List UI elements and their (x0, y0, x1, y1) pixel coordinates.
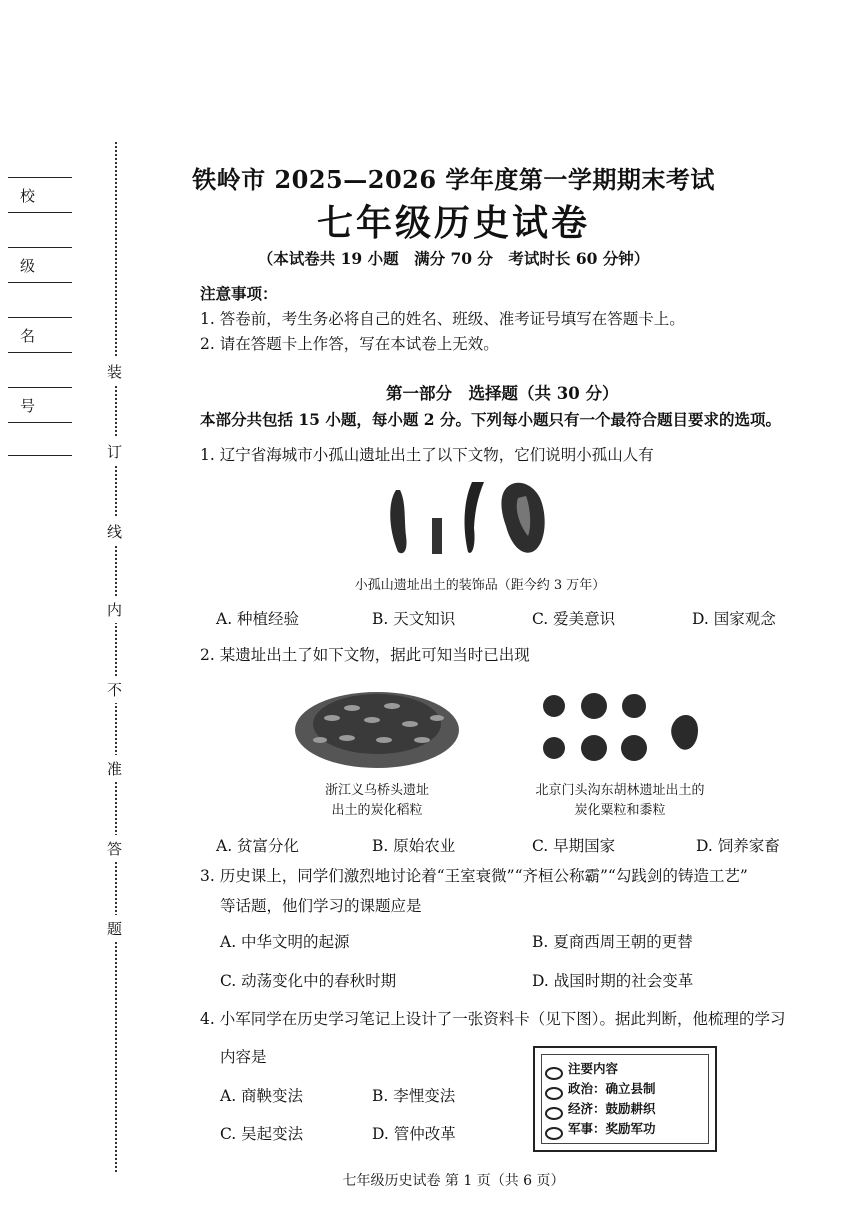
study-card-line: 政治：确立县制 (568, 1081, 656, 1096)
q2-caption-left-line2: 出土的炭化稻粒 (331, 803, 423, 818)
ring-icon (545, 1107, 563, 1120)
binding-line-char: 线 (106, 518, 123, 545)
question-2-stem: 2. 某遗址出土了如下文物，据此可知当时已出现 (200, 646, 530, 664)
q2-option-b[interactable]: B. 原始农业 (372, 837, 456, 855)
notice-item: 2. 请在答题卡上作答，写在本试卷上无效。 (200, 335, 499, 353)
paper-title: 七年级历史试卷 (316, 202, 590, 244)
q2-caption-left-line1: 浙江义乌桥头遗址 (324, 783, 429, 798)
binding-line-char: 准 (106, 755, 123, 782)
section-title: 第一部分 选择题（共 30 分） (386, 384, 619, 403)
question-4-stem-cont: 内容是 (220, 1048, 267, 1066)
binding-line-char: 装 (106, 358, 123, 385)
q3-option-d[interactable]: D. 战国时期的社会变革 (532, 972, 694, 990)
q1-option-c[interactable]: C. 爱美意识 (532, 610, 616, 628)
question-3-stem: 3. 历史课上，同学们激烈地讨论着“王室衰微”“齐桓公称霸”“勾践剑的铸造工艺” (200, 867, 748, 885)
binding-line-char: 题 (106, 915, 123, 942)
binding-label-school: 校 (20, 187, 36, 205)
study-card (533, 1046, 717, 1152)
study-card-line: 军事：奖励军功 (568, 1121, 656, 1136)
study-card-frame (541, 1054, 709, 1144)
q1-option-b[interactable]: B. 天文知识 (372, 610, 456, 628)
q2-option-a[interactable]: A. 贫富分化 (216, 837, 300, 855)
notice-item: 1. 答卷前，考生务必将自己的姓名、班级、准考证号填写在答题卡上。 (200, 310, 685, 328)
binding-dotted-line (115, 142, 117, 1172)
q2-caption-right-line2: 炭化粟粒和黍粒 (574, 803, 666, 818)
study-card-heading: 注要内容 (568, 1061, 619, 1076)
q4-option-c[interactable]: C. 吴起变法 (220, 1125, 304, 1143)
binding-field-number (8, 387, 72, 423)
q3-option-b[interactable]: B. 夏商西周王朝的更替 (532, 933, 693, 951)
binding-line-char: 内 (106, 596, 123, 623)
binding-line-char: 不 (106, 676, 123, 703)
q2-option-d[interactable]: D. 饲养家畜 (696, 837, 780, 855)
binding-label-name: 名 (20, 327, 36, 345)
q1-caption: 小孤山遗址出土的装饰品（距今约 3 万年） (354, 578, 606, 593)
question-3-stem-cont: 等话题，他们学习的课题应是 (220, 897, 422, 915)
q2-caption-right-line1: 北京门头沟东胡林遗址出土的 (535, 783, 705, 798)
binding-label-class: 级 (20, 257, 36, 275)
binding-field-bottom (8, 421, 72, 456)
ring-icon (545, 1127, 563, 1140)
binding-field-name (8, 317, 72, 353)
q4-option-d[interactable]: D. 管仲改革 (372, 1125, 456, 1143)
binding-line-char: 订 (106, 438, 123, 465)
question-4-stem: 4. 小军同学在历史学习笔记上设计了一张资料卡（见下图）。据此判断，他梳理的学习 (200, 1010, 786, 1028)
page-footer: 七年级历史试卷 第 1 页（共 6 页） (342, 1173, 565, 1189)
q1-artifacts-image (380, 476, 560, 562)
section-instruction: 本部分共包括 15 小题，每小题 2 分。下列每小题只有一个最符合题目要求的选项。 (200, 410, 781, 429)
ring-icon (545, 1087, 563, 1100)
q4-option-b[interactable]: B. 李悝变法 (372, 1087, 456, 1105)
q2-millet-grains-image (536, 688, 706, 768)
question-1-stem: 1. 辽宁省海城市小孤山遗址出土了以下文物，它们说明小孤山人有 (200, 446, 654, 464)
notice-heading: 注意事项： (200, 284, 278, 303)
q1-option-d[interactable]: D. 国家观念 (692, 610, 776, 628)
q4-option-a[interactable]: A. 商鞅变法 (220, 1087, 304, 1105)
ring-icon (545, 1067, 563, 1080)
q2-rice-grains-image (292, 678, 462, 774)
q1-option-a[interactable]: A. 种植经验 (216, 610, 300, 628)
exam-title: 铁岭市 2025—2026 学年度第一学期期末考试 (192, 165, 715, 194)
binding-label-number: 号 (20, 397, 36, 415)
q3-option-c[interactable]: C. 动荡变化中的春秋时期 (220, 972, 397, 990)
paper-info: （本试卷共 19 小题 满分 70 分 考试时长 60 分钟） (257, 249, 650, 268)
binding-line-char: 答 (106, 835, 123, 862)
q3-option-a[interactable]: A. 中华文明的起源 (220, 933, 350, 951)
q2-option-c[interactable]: C. 早期国家 (532, 837, 616, 855)
study-card-line: 经济：鼓励耕织 (568, 1101, 656, 1116)
